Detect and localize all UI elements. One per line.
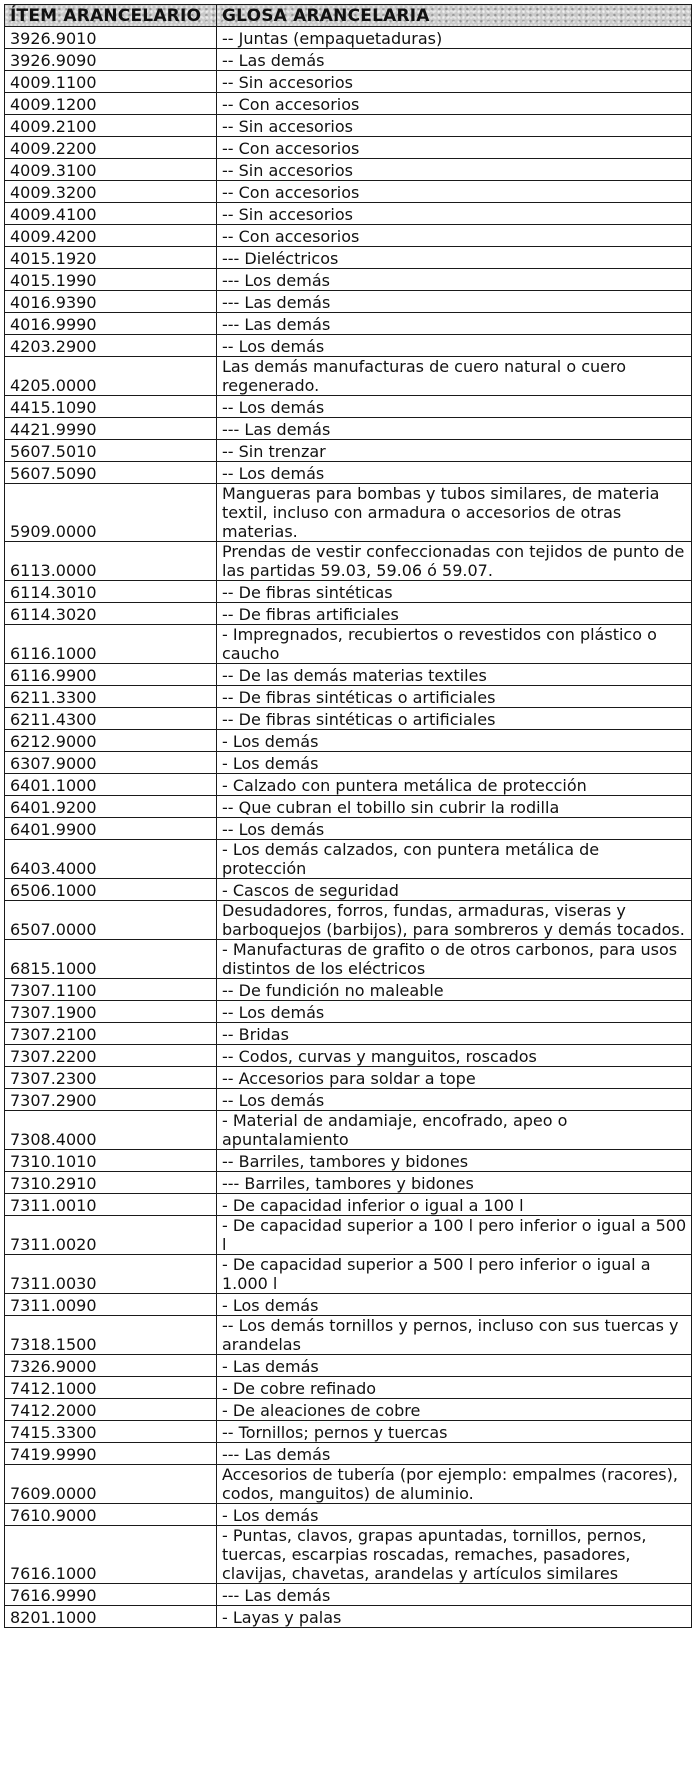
description-cell: Las demás manufacturas de cuero natural o cuero regenerado.	[217, 357, 692, 396]
header-item-arancelario: ÍTEM ARANCELARIO	[5, 5, 217, 27]
table-row	[5, 357, 692, 396]
item-code-cell: 7326.9000	[5, 1355, 217, 1377]
table-row	[5, 484, 692, 542]
description-cell: - Manufacturas de grafito o de otros carbonos, para usos distintos de los eléctricos	[217, 940, 692, 979]
item-code-cell: 7307.2100	[5, 1023, 217, 1045]
item-code-cell: 4009.4200	[5, 225, 217, 247]
description-cell: - Los demás	[217, 1504, 692, 1526]
table-row	[5, 247, 692, 269]
item-code-cell: 5909.0000	[5, 484, 217, 542]
description-cell: -- Sin accesorios	[217, 115, 692, 137]
description-cell: -- Los demás	[217, 1001, 692, 1023]
description-cell: -- De fundición no maleable	[217, 979, 692, 1001]
table-row	[5, 291, 692, 313]
description-cell: --- Barriles, tambores y bidones	[217, 1172, 692, 1194]
item-code-cell: 4415.1090	[5, 396, 217, 418]
item-code-cell: 4421.9990	[5, 418, 217, 440]
description-cell: -- De fibras sintéticas	[217, 581, 692, 603]
table-row	[5, 440, 692, 462]
table-row	[5, 1045, 692, 1067]
description-cell: - Material de andamiaje, encofrado, apeo o apuntalamiento	[217, 1111, 692, 1150]
description-cell: - Los demás calzados, con puntera metálica de protección	[217, 840, 692, 879]
description-cell: -- Los demás	[217, 396, 692, 418]
table-row	[5, 1316, 692, 1355]
description-cell: -- Barriles, tambores y bidones	[217, 1150, 692, 1172]
table-row	[5, 159, 692, 181]
description-cell: Prendas de vestir confeccionadas con tejidos de punto de las partidas 59.03, 59.06 ó 59.07.	[217, 542, 692, 581]
item-code-cell: 7419.9990	[5, 1443, 217, 1465]
description-cell: - Los demás	[217, 1294, 692, 1316]
description-cell: -- Que cubran el tobillo sin cubrir la rodilla	[217, 796, 692, 818]
description-cell: - Puntas, clavos, grapas apuntadas, tornillos, pernos, tuercas, escarpias roscadas, remaches, pasadores, clavijas, chavetas, arandelas y artículos similares	[217, 1526, 692, 1584]
table-row	[5, 1023, 692, 1045]
table-row	[5, 730, 692, 752]
table-row	[5, 979, 692, 1001]
description-cell: -- Sin trenzar	[217, 440, 692, 462]
description-cell: - De capacidad superior a 100 l pero inferior o igual a 500 l	[217, 1216, 692, 1255]
item-code-cell: 6401.9200	[5, 796, 217, 818]
description-cell: - De cobre refinado	[217, 1377, 692, 1399]
table-row	[5, 71, 692, 93]
description-cell: -- Con accesorios	[217, 225, 692, 247]
description-cell: --- Las demás	[217, 1584, 692, 1606]
item-code-cell: 6116.9900	[5, 664, 217, 686]
table-row	[5, 1421, 692, 1443]
table-header-row	[5, 5, 692, 27]
table-body	[5, 27, 692, 1628]
table-row	[5, 225, 692, 247]
description-cell: -- Codos, curvas y manguitos, roscados	[217, 1045, 692, 1067]
table-row	[5, 625, 692, 664]
table-row	[5, 1216, 692, 1255]
description-cell: -- Los demás	[217, 818, 692, 840]
item-code-cell: 4015.1990	[5, 269, 217, 291]
item-code-cell: 4205.0000	[5, 357, 217, 396]
description-cell: -- Con accesorios	[217, 93, 692, 115]
item-code-cell: 6114.3010	[5, 581, 217, 603]
table-row	[5, 686, 692, 708]
item-code-cell: 6815.1000	[5, 940, 217, 979]
item-code-cell: 4009.4100	[5, 203, 217, 225]
table-row	[5, 49, 692, 71]
item-code-cell: 6211.3300	[5, 686, 217, 708]
item-code-cell: 7307.2200	[5, 1045, 217, 1067]
item-code-cell: 7415.3300	[5, 1421, 217, 1443]
table-row	[5, 418, 692, 440]
table-row	[5, 1526, 692, 1584]
item-code-cell: 4009.2100	[5, 115, 217, 137]
description-cell: -- Los demás	[217, 462, 692, 484]
table-row	[5, 1111, 692, 1150]
item-code-cell: 7307.1100	[5, 979, 217, 1001]
item-code-cell: 7609.0000	[5, 1465, 217, 1504]
item-code-cell: 7311.0010	[5, 1194, 217, 1216]
description-cell: --- Las demás	[217, 313, 692, 335]
description-cell: -- Las demás	[217, 49, 692, 71]
table-row	[5, 774, 692, 796]
table-row	[5, 1584, 692, 1606]
table-row	[5, 1355, 692, 1377]
table-row	[5, 1255, 692, 1294]
item-code-cell: 7307.1900	[5, 1001, 217, 1023]
item-code-cell: 4009.2200	[5, 137, 217, 159]
table-row	[5, 603, 692, 625]
table-row	[5, 1377, 692, 1399]
table-row	[5, 1067, 692, 1089]
item-code-cell: 7311.0020	[5, 1216, 217, 1255]
table-row	[5, 1150, 692, 1172]
item-code-cell: 7412.2000	[5, 1399, 217, 1421]
description-cell: - Los demás	[217, 730, 692, 752]
table-row	[5, 542, 692, 581]
description-cell: - Layas y palas	[217, 1606, 692, 1628]
item-code-cell: 6307.9000	[5, 752, 217, 774]
table-row	[5, 137, 692, 159]
item-code-cell: 6507.0000	[5, 901, 217, 940]
item-code-cell: 4009.3100	[5, 159, 217, 181]
table-row	[5, 1194, 692, 1216]
table-row	[5, 269, 692, 291]
item-code-cell: 5607.5010	[5, 440, 217, 462]
table-row	[5, 1001, 692, 1023]
item-code-cell: 7610.9000	[5, 1504, 217, 1526]
item-code-cell: 7311.0090	[5, 1294, 217, 1316]
description-cell: - Los demás	[217, 752, 692, 774]
item-code-cell: 3926.9010	[5, 27, 217, 49]
table-row	[5, 181, 692, 203]
item-code-cell: 4009.1200	[5, 93, 217, 115]
item-code-cell: 3926.9090	[5, 49, 217, 71]
item-code-cell: 7310.1010	[5, 1150, 217, 1172]
item-code-cell: 4015.1920	[5, 247, 217, 269]
description-cell: - De capacidad inferior o igual a 100 l	[217, 1194, 692, 1216]
item-code-cell: 6212.9000	[5, 730, 217, 752]
item-code-cell: 4203.2900	[5, 335, 217, 357]
description-cell: -- De fibras artificiales	[217, 603, 692, 625]
table-row	[5, 796, 692, 818]
table-row	[5, 396, 692, 418]
item-code-cell: 7412.1000	[5, 1377, 217, 1399]
description-cell: -- Accesorios para soldar a tope	[217, 1067, 692, 1089]
description-cell: - Calzado con puntera metálica de protección	[217, 774, 692, 796]
description-cell: -- Los demás	[217, 1089, 692, 1111]
item-code-cell: 4009.3200	[5, 181, 217, 203]
item-code-cell: 6506.1000	[5, 879, 217, 901]
description-cell: --- Las demás	[217, 418, 692, 440]
table-row	[5, 335, 692, 357]
description-cell: --- Los demás	[217, 269, 692, 291]
item-code-cell: 6113.0000	[5, 542, 217, 581]
description-cell: -- Con accesorios	[217, 181, 692, 203]
table-row	[5, 879, 692, 901]
item-code-cell: 7616.1000	[5, 1526, 217, 1584]
description-cell: Mangueras para bombas y tubos similares, de materia textil, incluso con armadura o accesorios de otras materias.	[217, 484, 692, 542]
header-glosa-arancelaria: GLOSA ARANCELARIA	[217, 5, 692, 27]
table-row	[5, 1399, 692, 1421]
table-row	[5, 1172, 692, 1194]
description-cell: Desudadores, forros, fundas, armaduras, viseras y barboquejos (barbijos), para sombreros y demás tocados.	[217, 901, 692, 940]
table-row	[5, 1606, 692, 1628]
description-cell: - Cascos de seguridad	[217, 879, 692, 901]
description-cell: --- Las demás	[217, 1443, 692, 1465]
table-row	[5, 1089, 692, 1111]
description-cell: - De capacidad superior a 500 l pero inferior o igual a 1.000 l	[217, 1255, 692, 1294]
table-row	[5, 27, 692, 49]
description-cell: -- Juntas (empaquetaduras)	[217, 27, 692, 49]
item-code-cell: 8201.1000	[5, 1606, 217, 1628]
table-row	[5, 1504, 692, 1526]
item-code-cell: 7307.2300	[5, 1067, 217, 1089]
description-cell: - Las demás	[217, 1355, 692, 1377]
description-cell: -- Con accesorios	[217, 137, 692, 159]
item-code-cell: 4009.1100	[5, 71, 217, 93]
item-code-cell: 6401.9900	[5, 818, 217, 840]
description-cell: -- Los demás	[217, 335, 692, 357]
item-code-cell: 7616.9990	[5, 1584, 217, 1606]
table-row	[5, 708, 692, 730]
description-cell: -- Sin accesorios	[217, 71, 692, 93]
description-cell: -- De las demás materias textiles	[217, 664, 692, 686]
description-cell: -- Bridas	[217, 1023, 692, 1045]
description-cell: - Impregnados, recubiertos o revestidos con plástico o caucho	[217, 625, 692, 664]
tariff-table-container	[4, 4, 692, 1628]
description-cell: -- Los demás tornillos y pernos, incluso con sus tuercas y arandelas	[217, 1316, 692, 1355]
table-row	[5, 115, 692, 137]
table-row	[5, 840, 692, 879]
description-cell: - De aleaciones de cobre	[217, 1399, 692, 1421]
description-cell: --- Las demás	[217, 291, 692, 313]
item-code-cell: 6114.3020	[5, 603, 217, 625]
table-row	[5, 1465, 692, 1504]
item-code-cell: 4016.9390	[5, 291, 217, 313]
description-cell: -- De fibras sintéticas o artificiales	[217, 708, 692, 730]
table-row	[5, 462, 692, 484]
table-row	[5, 940, 692, 979]
item-code-cell: 7310.2910	[5, 1172, 217, 1194]
item-code-cell: 7308.4000	[5, 1111, 217, 1150]
table-row	[5, 203, 692, 225]
description-cell: Accesorios de tubería (por ejemplo: empalmes (racores), codos, manguitos) de aluminio.	[217, 1465, 692, 1504]
item-code-cell: 6403.4000	[5, 840, 217, 879]
table-row	[5, 752, 692, 774]
description-cell: --- Dieléctricos	[217, 247, 692, 269]
item-code-cell: 6211.4300	[5, 708, 217, 730]
table-row	[5, 664, 692, 686]
item-code-cell: 6116.1000	[5, 625, 217, 664]
item-code-cell: 6401.1000	[5, 774, 217, 796]
table-row	[5, 818, 692, 840]
table-row	[5, 313, 692, 335]
description-cell: -- De fibras sintéticas o artificiales	[217, 686, 692, 708]
item-code-cell: 7311.0030	[5, 1255, 217, 1294]
item-code-cell: 7307.2900	[5, 1089, 217, 1111]
description-cell: -- Sin accesorios	[217, 203, 692, 225]
table-row	[5, 581, 692, 603]
item-code-cell: 4016.9990	[5, 313, 217, 335]
description-cell: -- Sin accesorios	[217, 159, 692, 181]
description-cell: -- Tornillos; pernos y tuercas	[217, 1421, 692, 1443]
table-row	[5, 901, 692, 940]
item-code-cell: 5607.5090	[5, 462, 217, 484]
table-row	[5, 1443, 692, 1465]
tariff-table	[4, 4, 692, 1628]
item-code-cell: 7318.1500	[5, 1316, 217, 1355]
table-row	[5, 1294, 692, 1316]
table-row	[5, 93, 692, 115]
